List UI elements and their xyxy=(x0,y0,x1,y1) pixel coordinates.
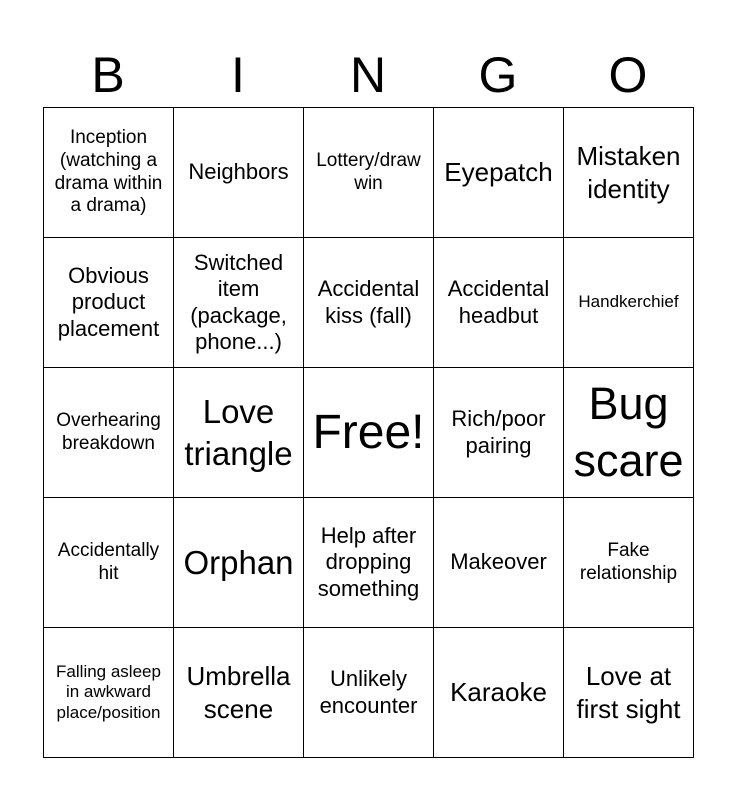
bingo-cell[interactable]: Falling asleep in awkward place/position xyxy=(44,628,174,758)
bingo-cell[interactable]: Mistaken identity xyxy=(564,108,694,238)
bingo-cell[interactable]: Obvious product placement xyxy=(44,238,174,368)
bingo-cell[interactable]: Lottery/draw win xyxy=(304,108,434,238)
board-row xyxy=(44,498,694,628)
bingo-cell[interactable]: Unlikely encounter xyxy=(304,628,434,758)
bingo-header xyxy=(43,46,693,104)
header-letter-n: N xyxy=(349,47,387,103)
bingo-cell[interactable]: Fake relationship xyxy=(564,498,694,628)
bingo-cell[interactable]: Help after dropping something xyxy=(304,498,434,628)
board-row xyxy=(44,628,694,758)
board-row xyxy=(44,108,694,238)
bingo-cell[interactable]: Accidental kiss (fall) xyxy=(304,238,434,368)
bingo-cell[interactable]: Handkerchief xyxy=(564,238,694,368)
board-row xyxy=(44,238,694,368)
bingo-cell[interactable]: Karaoke xyxy=(434,628,564,758)
bingo-cell[interactable]: Rich/poor pairing xyxy=(434,368,564,498)
board-row xyxy=(44,368,694,498)
header-letter-i: I xyxy=(231,47,245,103)
bingo-cell[interactable]: Love triangle xyxy=(174,368,304,498)
bingo-cell[interactable]: Accidental headbut xyxy=(434,238,564,368)
bingo-cell[interactable]: Orphan xyxy=(174,498,304,628)
bingo-cell[interactable]: Switched item (package, phone...) xyxy=(174,238,304,368)
bingo-cell[interactable]: Eyepatch xyxy=(434,108,564,238)
free-space-cell[interactable]: Free! xyxy=(304,368,434,498)
bingo-cell[interactable]: Accidentally hit xyxy=(44,498,174,628)
bingo-cell[interactable]: Overhearing breakdown xyxy=(44,368,174,498)
bingo-cell[interactable]: Umbrella scene xyxy=(174,628,304,758)
bingo-cell[interactable]: Inception (watching a drama within a drama) xyxy=(44,108,174,238)
header-letter-b: B xyxy=(91,47,125,103)
bingo-cell[interactable]: Love at first sight xyxy=(564,628,694,758)
header-letter-g: G xyxy=(478,47,518,103)
header-letter-o: O xyxy=(608,47,648,103)
bingo-cell[interactable]: Makeover xyxy=(434,498,564,628)
bingo-cell[interactable]: Neighbors xyxy=(174,108,304,238)
bingo-board xyxy=(43,107,694,758)
bingo-cell[interactable]: Bug scare xyxy=(564,368,694,498)
